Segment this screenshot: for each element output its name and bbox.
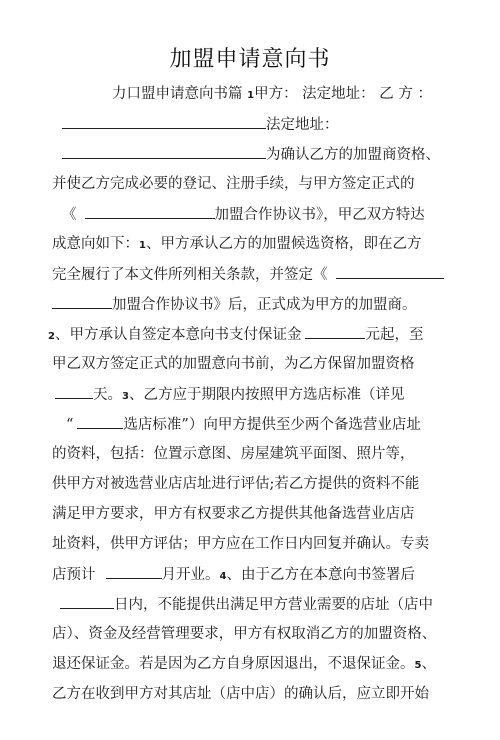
- blank-underline: [336, 264, 444, 279]
- text-line: [52, 174, 415, 194]
- text-line: [52, 684, 429, 704]
- clause-number: 5: [414, 660, 422, 671]
- blank-underline: [305, 324, 365, 339]
- text-segment: 退还保证金。若是因为乙方自身原因退出，不退保证金。: [52, 656, 415, 672]
- blank-underline: [62, 144, 266, 159]
- blank-underline: [62, 114, 266, 129]
- text-segment: 《: [62, 207, 77, 223]
- text-line: [52, 564, 415, 587]
- text-line: [55, 384, 404, 407]
- text-segment: 元起，至: [365, 327, 424, 343]
- blank-underline: [85, 204, 215, 219]
- text-line: [60, 594, 433, 615]
- text-line: [112, 84, 432, 106]
- text-segment: 加盟合作协议书》，甲乙双方特达: [214, 207, 425, 223]
- blank-underline: [60, 594, 114, 609]
- text-line: [66, 414, 421, 435]
- text-segment: 甲方： 法定地址： 乙 方 ：: [254, 86, 433, 102]
- text-line: [62, 144, 440, 165]
- document-title: 加盟申请意向书: [169, 47, 331, 72]
- text-line: [52, 534, 429, 554]
- text-line: [52, 504, 415, 524]
- text-segment: 供甲方对被选营业店店址进行评估;若乙方提供的资料不能: [52, 476, 420, 492]
- text-segment: 月开业。: [161, 567, 220, 583]
- text-line: [52, 234, 421, 256]
- text-segment: 乙方在收到甲方对其店址（店中店）的确认后，应立即开始: [52, 686, 429, 702]
- text-line: [52, 654, 436, 676]
- clause-number: 1: [247, 90, 255, 101]
- text-segment: 法定地址：: [266, 117, 339, 133]
- text-line: [52, 264, 444, 285]
- clause-number: 2: [48, 331, 55, 342]
- text-line: [52, 294, 417, 315]
- text-line: [52, 624, 436, 644]
- text-segment: 址资料，供甲方评估；甲方应在工作日内回复并确认。专卖: [52, 536, 429, 552]
- text-segment: 的资料，包括：位置示意图、房屋建筑平面图、照片等，: [52, 446, 415, 462]
- clause-number: 1: [139, 240, 146, 251]
- blank-underline: [106, 564, 162, 579]
- text-segment: “: [66, 417, 74, 433]
- text-segment: 天。: [93, 387, 122, 403]
- text-segment: 为确认乙方的加盟商资格、: [266, 147, 440, 163]
- text-line: [62, 204, 425, 225]
- text-line: [52, 354, 415, 374]
- text-segment: 加盟合作协议书》后，正式成为甲方的加盟商。: [112, 297, 417, 313]
- blank-underline: [55, 384, 93, 399]
- text-line: [52, 474, 419, 494]
- blank-underline: [52, 294, 112, 309]
- text-segment: 、: [421, 656, 436, 672]
- text-segment: 、甲方承认乙方的加盟候选资格，即在乙方: [145, 236, 422, 252]
- blank-underline: [77, 414, 123, 429]
- text-segment: 店预计: [52, 567, 96, 583]
- text-segment: 、由于乙方在本意向书签署后: [226, 567, 415, 583]
- text-segment: 成意向如下：: [52, 236, 139, 252]
- text-segment: 、乙方应于期限内按照甲方选店标准（详见: [128, 387, 405, 403]
- text-segment: 力口盟申请意向书篇: [112, 86, 248, 102]
- clause-number: 4: [219, 571, 227, 582]
- text-segment: 日内，不能提供出满足甲方营业需要的店址（店中: [114, 597, 433, 613]
- text-segment: 满足甲方要求，甲方有权要求乙方提供其他备选营业店店: [52, 506, 415, 522]
- text-line: [62, 114, 339, 135]
- text-segment: 选店标准”）向甲方提供至少两个备选营业店址: [123, 417, 421, 433]
- text-line: [48, 324, 423, 347]
- text-line: [52, 444, 415, 464]
- text-segment: 完全履行了本文件所列相关条款，并签定《: [52, 267, 328, 283]
- text-segment: 店）、资金及经营管理要求，甲方有权取消乙方的加盟资格、: [52, 626, 437, 642]
- text-segment: 并使乙方完成必要的登记、注册手续，与甲方签定正式的: [52, 176, 415, 192]
- clause-number: 3: [122, 391, 129, 402]
- text-segment: 甲乙双方签定正式的加盟意向书前，为乙方保留加盟资格: [52, 356, 415, 372]
- text-segment: 、甲方承认自签定本意向书支付保证金: [54, 327, 302, 343]
